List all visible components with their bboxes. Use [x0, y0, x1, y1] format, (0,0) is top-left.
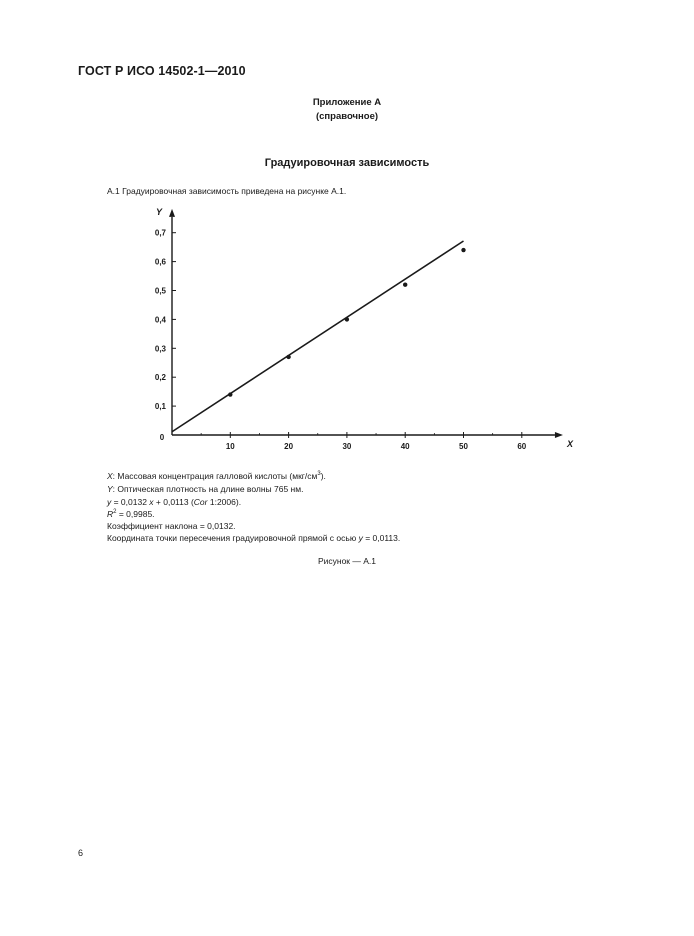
r2-sup: 2 — [113, 509, 117, 516]
x-tick-label: 60 — [517, 442, 527, 451]
eq-cor: Cor — [193, 497, 208, 507]
y-tick-label: 0,3 — [154, 344, 166, 354]
x-var: X — [107, 471, 113, 481]
x-tick-label: 10 — [225, 442, 235, 451]
data-point — [228, 392, 232, 396]
regression-line — [172, 241, 464, 432]
caption-intercept — [107, 533, 400, 543]
caption-r-squared — [107, 509, 155, 519]
y-axis-arrow — [169, 209, 175, 217]
y-var: Y — [107, 484, 113, 494]
eq-end: 1:2006). — [207, 497, 242, 507]
data-point — [403, 283, 407, 287]
y-axis-title: Y — [156, 206, 163, 217]
y-tick-label: 0,6 — [154, 257, 166, 267]
x-def-text: : Массовая концентрация галловой кислоты (мкг/см — [112, 471, 318, 481]
eq-mid: = 0,0132 — [111, 497, 150, 507]
eq-rest: + 0,0113 ( — [153, 497, 194, 507]
x-def-end: ). — [320, 471, 326, 481]
r2-var: R — [107, 509, 114, 519]
annex-title: Приложение А — [312, 97, 382, 108]
data-point — [286, 355, 290, 359]
eq-y: y — [107, 497, 112, 507]
figure-title: Рисунок — А.1 — [317, 556, 377, 566]
r2-text: = 0,9985. — [116, 509, 155, 519]
y-tick-label: 0,4 — [154, 315, 166, 325]
document-code: ГОСТ Р ИСО 14502-1—2010 — [78, 64, 246, 78]
caption-y-definition — [107, 484, 303, 494]
calibration-chart — [140, 205, 573, 455]
caption-slope: Коэффициент наклона = 0,0132. — [107, 521, 236, 531]
x-tick-label: 50 — [459, 442, 468, 451]
origin-label: 0 — [159, 433, 165, 442]
x-tick-label: 30 — [342, 442, 352, 451]
y-tick-label: 0,1 — [154, 402, 166, 412]
y-def-text: : Оптическая плотность на длине волны 765 нм. — [112, 484, 304, 494]
section-title: Градуировочная зависимость — [264, 157, 430, 169]
annex-subtitle: (справочное) — [315, 111, 379, 122]
x-tick-label: 40 — [400, 442, 410, 451]
x-tick-label: 20 — [284, 442, 294, 451]
y-tick-label: 0,2 — [154, 373, 166, 383]
data-point — [461, 248, 465, 252]
caption-x-definition — [107, 471, 326, 481]
x-axis-arrow — [555, 432, 563, 438]
y-tick-label: 0,7 — [154, 228, 166, 238]
x-axis-title: X — [566, 439, 573, 449]
page-number: 6 — [78, 848, 84, 858]
data-point — [345, 317, 349, 321]
intercept-var: y — [358, 533, 363, 543]
intro-paragraph: А.1 Градуировочная зависимость приведена на рисунке А.1. — [107, 186, 347, 196]
eq-x: x — [149, 497, 154, 507]
intercept-text: Координата точки пересечения градуировочной прямой с осью — [107, 533, 359, 543]
annex-heading — [0, 96, 694, 124]
caption-equation — [107, 497, 241, 507]
intercept-end: = 0,0113. — [362, 533, 401, 543]
y-tick-label: 0,5 — [154, 286, 166, 296]
x-def-sup: 3 — [317, 471, 321, 478]
